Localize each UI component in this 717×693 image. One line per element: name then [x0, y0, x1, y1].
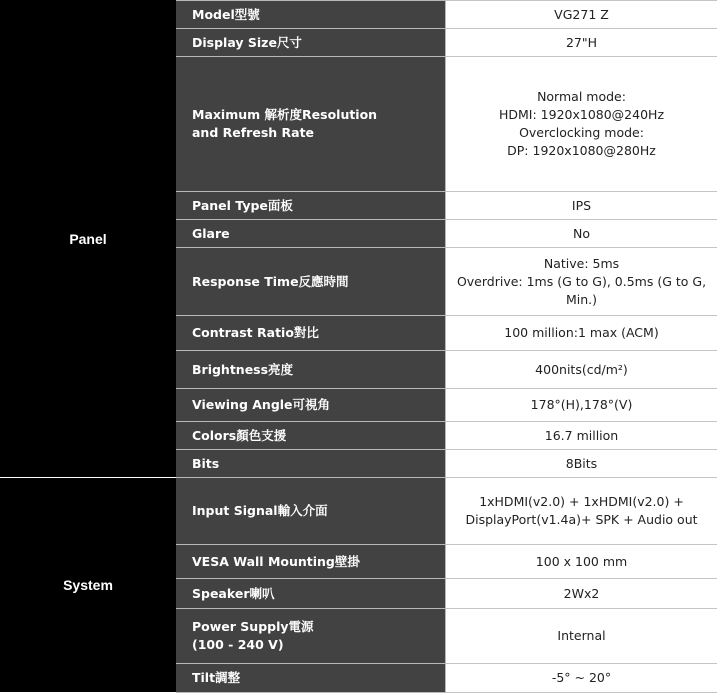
row-value-model: VG271 Z — [446, 1, 717, 29]
row-label-model: Model型號 — [176, 1, 446, 29]
spec-row — [1, 478, 717, 545]
row-value-contrast-ratio: 100 million:1 max (ACM) — [446, 316, 717, 351]
row-label-contrast-ratio: Contrast Ratio對比 — [176, 316, 446, 351]
row-label-response-time: Response Time反應時間 — [176, 248, 446, 316]
row-value-resolution: Normal mode: HDMI: 1920x1080@240Hz Overclocking mode: DP: 1920x1080@280Hz — [446, 57, 717, 192]
row-label-tilt: Tilt調整 — [176, 664, 446, 693]
row-value-colors: 16.7 million — [446, 422, 717, 450]
section-system: System — [1, 478, 176, 693]
row-value-panel-type: IPS — [446, 192, 717, 220]
row-value-response-time: Native: 5ms Overdrive: 1ms (G to G), 0.5ms (G to G, Min.) — [446, 248, 717, 316]
row-value-power-supply: Internal — [446, 609, 717, 664]
row-value-speaker: 2Wx2 — [446, 579, 717, 609]
row-label-display-size: Display Size尺寸 — [176, 29, 446, 57]
row-value-tilt: -5° ~ 20° — [446, 664, 717, 693]
row-label-panel-type: Panel Type面板 — [176, 192, 446, 220]
row-label-bits: Bits — [176, 450, 446, 478]
row-label-glare: Glare — [176, 220, 446, 248]
section-panel: Panel — [1, 1, 176, 478]
row-value-display-size: 27"H — [446, 29, 717, 57]
spec-row — [1, 1, 717, 29]
row-label-input-signal: Input Signal輸入介面 — [176, 478, 446, 545]
row-value-vesa-mounting: 100 x 100 mm — [446, 545, 717, 579]
row-value-glare: No — [446, 220, 717, 248]
row-label-brightness: Brightness亮度 — [176, 351, 446, 389]
row-value-bits: 8Bits — [446, 450, 717, 478]
row-value-input-signal: 1xHDMI(v2.0) + 1xHDMI(v2.0) + DisplayPort(v1.4a)+ SPK + Audio out — [446, 478, 717, 545]
row-label-power-supply: Power Supply電源 (100 - 240 V) — [176, 609, 446, 664]
row-label-viewing-angle: Viewing Angle可視角 — [176, 389, 446, 422]
row-label-speaker: Speaker喇叭 — [176, 579, 446, 609]
row-label-resolution: Maximum 解析度Resolution and Refresh Rate — [176, 57, 446, 192]
row-value-brightness: 400nits(cd/m²) — [446, 351, 717, 389]
row-value-viewing-angle: 178°(H),178°(V) — [446, 389, 717, 422]
row-label-colors: Colors顏色支援 — [176, 422, 446, 450]
row-label-vesa-mounting: VESA Wall Mounting壁掛 — [176, 545, 446, 579]
